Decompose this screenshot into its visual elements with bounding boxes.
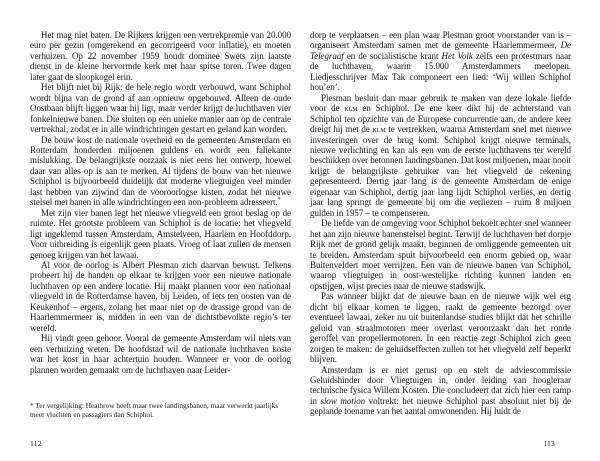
text-segment: en de socialistische krant [343,50,442,61]
paragraph [310,365,571,417]
text-segment-sc: klm [344,103,358,114]
paragraph [310,218,571,291]
paragraph [30,135,291,208]
text-segment: zelfs een protestmars naar de luchthaven, waarin 15.000 Amsterdammers meelopen. Liedjesschrijver Max Tak componeert een lied: ‘Wij willen Schiphol hou’en’. [310,50,571,93]
paragraph [30,82,291,134]
text-segment-i: De Telegraaf [310,40,571,61]
text-segment-i: Het Volk [441,50,473,61]
text-segment: Met zijn vier banen legt het nieuwe vliegveld een groot beslag op de ruimte. Het grootste probleem van Schiphol is de locatie: het vliegveld ligt ingeklemd tussen Amsterdam, Amstelveen, Haarlem en Hoofddorp. Voor uitbreiding is eigenlijk geen plaats. Vroeg of laat zullen de mensen genoeg krijgen van het lawaai. [30,207,291,260]
book-page-left [30,30,291,461]
page-text-column [310,30,571,417]
text-segment: en Schiphol. De ene keer dikt hij de achterstand van Schiphol ten opzichte van de Europese concurrentie aan, de andere keer dreigt hij met de [310,103,571,135]
page-number: 113 [543,439,555,448]
book-page-right [310,30,571,461]
paragraph [310,291,571,364]
text-segment-i: slow motion [320,395,366,406]
page-text-column [30,30,291,375]
page-number: 112 [30,439,42,448]
paragraph [30,30,291,82]
paragraph [30,208,291,260]
text-segment: voltrekt: het nieuwe Schiphol past absoluut niet bij de geplande toename van het aantal omwonenden. Hij luidt de [310,395,571,417]
text-segment: dorp te verplaatsen – een plan waar Plesman groot voorstander van is – organiseert Amsterdam samen met de gemeente Haarlemmermeer, [310,30,571,51]
text-segment: te vertrekken, waarna Amsterdam snel met nieuwe investeringen over de brug komt. Schiphol krijgt nieuwe terminals, nieuwe verlichting en kan als een van de eerste luchthavens ter wereld beschikken over betonnen landingsbanen. Dat kost miljoenen, maar nooit krijgt de belangrijkste gebruiker van het vliegveld de rekening gepresenteerd. Dertig jaar lang is de gemeente Amsterdam de enige eigenaar van Schiphol, dertig jaar lang lijdt Schiphol verlies, en dertig jaar lang springt de gemeente bij om die verliezen – ruim 8 miljoen gulden in 1957 – te compenseren. [310,124,572,218]
text-segment: Het blijft niet bij Rijk: de hele regio wordt verbouwd, want Schiphol wordt bijna van de grond af aan opnieuw opgebouwd. Alleen de oude Oostbaan blijft liggen waar hij ligt, maar verder krijgt de luchthaven vier fonkelnieuwe banen. Die sluiten op een unieke manier aan op de centrale vertrekhal, zodat er in alle windrichtingen gestart en geland kan worden. [30,82,291,135]
paragraph [310,30,571,93]
paragraph [310,93,571,218]
footnote: * Ter vergelijking: Heathrow heeft maar twee landingsbanen, maar verwerkt jaarlijks meer vluchten en passagiers dan Schiphol. [30,401,279,420]
text-segment: Amsterdam is er niet gerust op en stelt de adviescommissie Geluidshinder door Vliegtuigen in, onder leiding van hoogleraar technische fysica Willem Kosten. Die concludeert dat zich hier een ramp in [310,364,571,406]
text-segment: Het mag niet baten. De Rijkers krijgen een vertrekpremie van 20.000 euro per gezin (omgerekend en gecorrigeerd voor inflatie), en moeten verhuizen. Op 22 november 1959 houdt dominee Swets zijn laatste dienst in de kleine hervormde kerk met haar spitse toren. Twee dagen later gaat de sloopkogel erin. [30,30,291,82]
paragraph [30,333,291,375]
paragraph [30,260,291,333]
text-segment: Plesman besluit dan maar gebruik te maken van deze lokale liefde voor de [310,92,571,114]
text-segment: Pas wanneer blijkt dat de nieuwe baan en de nieuwe wijk wel erg dicht bij elkaar komen te liggen, raakt de gemeente bezorgd over eventueel lawaai, zeker nu uit buitenlandse studies blijkt dat het schrille geluid van straalmotoren meer overlast veroorzaakt dan het ronde geroffel van propellermotoren. In een reactie zegt Schiphol zich geen zorgen te maken: de geluidseffecten zullen tot het vliegveld zelf beperkt blijven. [310,291,571,365]
text-segment-sup: * [277,197,281,204]
text-segment: De bouw kost de nationale overheid en de gemeenten Amsterdam en Rotterdam honderden miljoenen guldens en wordt een faliekante mislukking. De belangrijkste oorzaak is niet eens het ontwerp, hoewel daar van alles op is aan te merken. Al tijdens de bouw van het nieuwe Schiphol is bijvoorbeeld duidelijk dat moderne vliegtuigen veel minder last hebben van zijwind dan de vooroorlogse kisten, zodat het nieuwe stelsel met banen in alle windrichtingen een non-probleem adresseert. [30,134,291,208]
text-segment-sc: klm [372,124,386,135]
text-segment: Al voor de oorlog is Albert Plesman zich daarvan bewust. Telkens probeert hij de handen op elkaar te krijgen voor een nieuwe nationale luchthaven op een andere locatie. Hij maakt plannen voor een nationaal vliegveld in de Rotterdamse haven, bij Leiden, of iets ten oosten van de Keukenhof – ergens, zolang het maar niet op de drassige grond van de Haarlemmermeer is, midden in een van de dichtstbevolkte regio’s ter wereld. [30,259,291,333]
text-segment: Hij vindt geen gehoor. Vooral de gemeente Amsterdam wil niets van een verhuizing weten. De hoofdstad wil de nationale luchthaven koste wat het kost in haar achtertuin houden. Wanneer er voor de oorlog plannen worden gemaakt om de luchthaven naar Leider- [30,333,291,375]
text-segment: De liefde van de omgeving voor Schiphol bekoelt echter snel wanneer het aan zijn nieuwe banenstelsel begint. Terwijl de luchthaven het dorpje Rijk met de grond gelijk maakt, beginnen de omliggende gemeenten uit te breiden. Amsterdam spuit bijvoorbeeld een enorm gebied op, waar Buitenveldert moet verrijzen. Een van de nieuwe banen van Schiphol, waarop vliegtuigen in oost-westelijke richting kunnen landen en opstijgen, wijst precies naar de nieuwe stadswijk. [310,218,571,291]
